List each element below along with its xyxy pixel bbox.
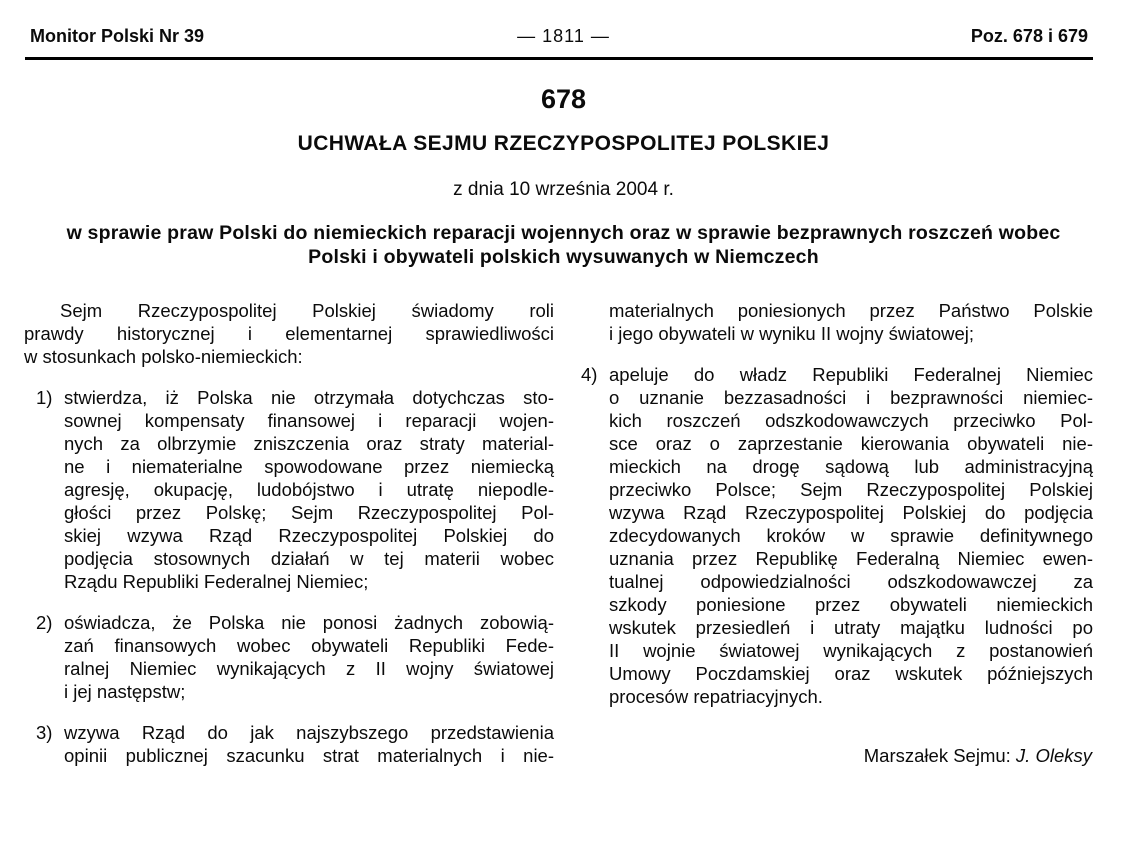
signature-label: Marszałek Sejmu:: [863, 745, 1011, 766]
act-date: z dnia 10 września 2004 r.: [453, 179, 674, 200]
text-line: i jej następstw;: [64, 681, 186, 702]
text-line: wzywa Rząd Rzeczypospolitej Polskiej do podjęcia: [609, 502, 1093, 523]
right-column: [581, 299, 1093, 767]
text-line: kich roszczeń odszkodowawczych przeciwko Pol-: [609, 410, 1093, 431]
text-line: II wojnie światowej wynikających z postanowień: [609, 640, 1093, 661]
text-line: nych za olbrzymie zniszczenia oraz straty material-: [64, 433, 554, 454]
text-line: o uznanie bezzasadności i bezprawności niemiec-: [609, 387, 1093, 408]
text-line: apeluje do władz Republiki Federalnej Niemiec: [609, 364, 1093, 385]
text-line: Umowy Poczdamskiej oraz wskutek późniejszych: [609, 663, 1093, 684]
text-line: zdecydowanych kroków w sprawie definitywnego: [609, 525, 1093, 546]
text-line: i jego obywateli w wyniku II wojny światowej;: [609, 323, 975, 344]
text-line: szkody poniesione przez obywateli niemieckich: [609, 594, 1093, 615]
text-line: sownej kompensaty finansowej i reparacji wojen-: [64, 410, 554, 431]
list-item: [24, 721, 554, 767]
text-line: skiej wzywa Rząd Rzeczypospolitej Polskiej do: [64, 525, 554, 546]
text-line: uznania przez Republikę Federalną Niemiec ewen-: [609, 548, 1093, 569]
subject-line: Polski i obywateli polskich wysuwanych w Niemczech: [308, 245, 819, 268]
list-item-marker: 2): [36, 612, 53, 633]
header-rule: [25, 57, 1093, 60]
text-line: ne i niematerialne spowodowane przez niemiecką: [64, 456, 554, 477]
act-number: 678: [540, 84, 587, 114]
list-item: [581, 363, 1093, 708]
page-number: — 1811 —: [517, 26, 610, 46]
list-item-marker: 4): [581, 364, 598, 385]
text-line: prawdy historycznej i elementarnej sprawiedliwości: [24, 323, 554, 344]
text-line: stwierdza, iż Polska nie otrzymała dotychczas sto-: [64, 387, 554, 408]
text-line: oświadcza, że Polska nie ponosi żadnych zobowią-: [64, 612, 554, 633]
list-item: [24, 386, 554, 593]
act-name: UCHWAŁA SEJMU RZECZYPOSPOLITEJ POLSKIEJ: [297, 132, 830, 155]
left-column: [24, 299, 554, 767]
text-line: mieckich na drogę sądową lub administracyjną: [609, 456, 1093, 477]
signature-line: [864, 745, 1092, 767]
signature-name: J. Oleksy: [1015, 745, 1092, 766]
text-line: w stosunkach polsko-niemieckich:: [24, 346, 303, 367]
text-line: agresję, okupację, ludobójstwo i utratę niepodle-: [64, 479, 554, 500]
text-line: Sejm Rzeczypospolitej Polskiej świadomy roli: [60, 300, 554, 321]
text-line: przeciwko Polsce; Sejm Rzeczypospolitej Polskiej: [609, 479, 1093, 500]
text-line: głości przez Polskę; Sejm Rzeczypospolitej Pol-: [64, 502, 554, 523]
text-line: podjęcia stosownych działań w tej materii wobec: [64, 548, 554, 569]
text-line: zań finansowych wobec obywateli Republiki Fede-: [64, 635, 554, 656]
list-item-marker: 3): [36, 722, 53, 743]
text-line: Rządu Republiki Federalnej Niemiec;: [64, 571, 369, 592]
text-line: sce oraz o zaprzestanie kierowania obywateli nie-: [609, 433, 1093, 454]
paragraph: [581, 299, 1093, 345]
list-item-marker: 1): [36, 387, 53, 408]
subject-line: w sprawie praw Polski do niemieckich reparacji wojennych oraz w sprawie bezprawnych roszczeń wobec: [66, 222, 1061, 244]
text-line: procesów repatriacyjnych.: [609, 686, 823, 707]
body-columns: [24, 299, 1093, 767]
position-reference: Poz. 678 i 679: [970, 26, 1088, 46]
text-line: wskutek przesiedleń i utraty majątku ludności po: [609, 617, 1093, 638]
publication-title: Monitor Polski Nr 39: [30, 26, 205, 46]
text-line: wzywa Rząd do jak najszybszego przedstawienia: [64, 722, 554, 743]
page-header: [0, 26, 1127, 46]
text-line: materialnych poniesionych przez Państwo Polskie: [609, 300, 1093, 321]
list-item: [24, 611, 554, 703]
text-line: tualnej odpowiedzialności odszkodowawczej za: [609, 571, 1093, 592]
act-subject: [0, 222, 1127, 269]
paragraph: [24, 299, 554, 368]
text-line: opinii publicznej szacunku strat materialnych i nie-: [64, 745, 554, 766]
text-line: ralnej Niemiec wynikających z II wojny światowej: [64, 658, 554, 679]
